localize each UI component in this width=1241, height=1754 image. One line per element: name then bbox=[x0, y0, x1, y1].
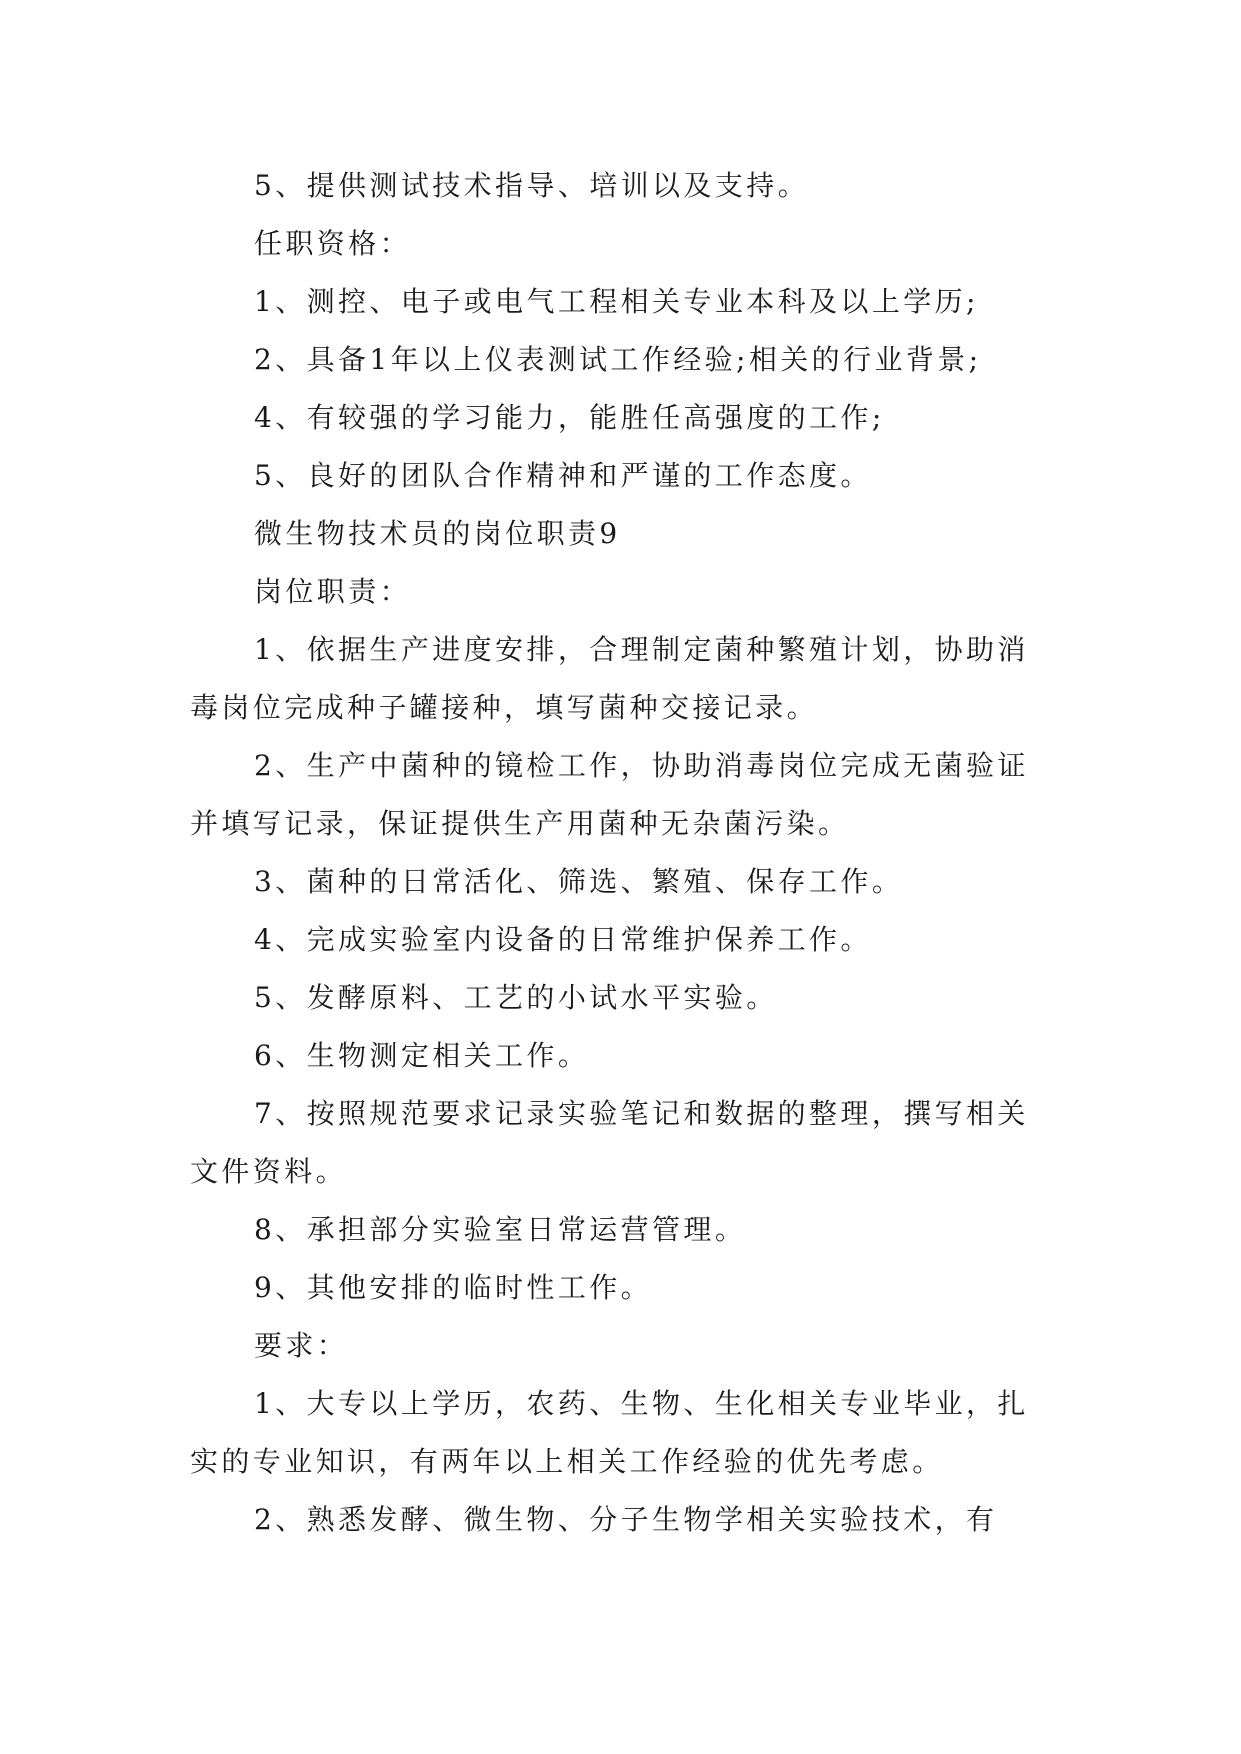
section-heading: 任职资格： bbox=[254, 227, 412, 260]
document-body bbox=[190, 157, 1060, 1549]
section-title: 微生物技术员的岗位职责9 bbox=[254, 517, 621, 550]
paragraph: 9、其他安排的临时性工作。 bbox=[254, 1271, 653, 1304]
paragraph: 2、具备1年以上仪表测试工作经验;相关的行业背景; bbox=[254, 343, 982, 376]
section-heading: 要求： bbox=[254, 1329, 349, 1362]
paragraph: 5、发酵原料、工艺的小试水平实验。 bbox=[254, 981, 778, 1014]
paragraph: 8、承担部分实验室日常运营管理。 bbox=[254, 1213, 747, 1246]
paragraph: 1、大专以上学历，农药、生物、生化相关专业毕业，扎实的专业知识，有两年以上相关工作经验的优先考虑。 bbox=[190, 1387, 1029, 1478]
paragraph: 7、按照规范要求记录实验笔记和数据的整理，撰写相关文件资料。 bbox=[190, 1097, 1029, 1188]
paragraph: 2、熟悉发酵、微生物、分子生物学相关实验技术，有 bbox=[254, 1503, 998, 1536]
paragraph: 4、有较强的学习能力，能胜任高强度的工作; bbox=[254, 401, 885, 434]
paragraph: 3、菌种的日常活化、筛选、繁殖、保存工作。 bbox=[254, 865, 904, 898]
paragraph: 1、测控、电子或电气工程相关专业本科及以上学历; bbox=[254, 285, 979, 318]
paragraph: 6、生物测定相关工作。 bbox=[254, 1039, 590, 1072]
paragraph: 1、依据生产进度安排，合理制定菌种繁殖计划，协助消毒岗位完成种子罐接种，填写菌种交接记录。 bbox=[190, 633, 1029, 724]
paragraph: 2、生产中菌种的镜检工作，协助消毒岗位完成无菌验证并填写记录，保证提供生产用菌种无杂菌污染。 bbox=[190, 749, 1029, 840]
section-heading: 岗位职责： bbox=[254, 575, 412, 608]
paragraph: 4、完成实验室内设备的日常维护保养工作。 bbox=[254, 923, 872, 956]
paragraph: 5、良好的团队合作精神和严谨的工作态度。 bbox=[254, 459, 872, 492]
paragraph: 5、提供测试技术指导、培训以及支持。 bbox=[254, 169, 810, 202]
